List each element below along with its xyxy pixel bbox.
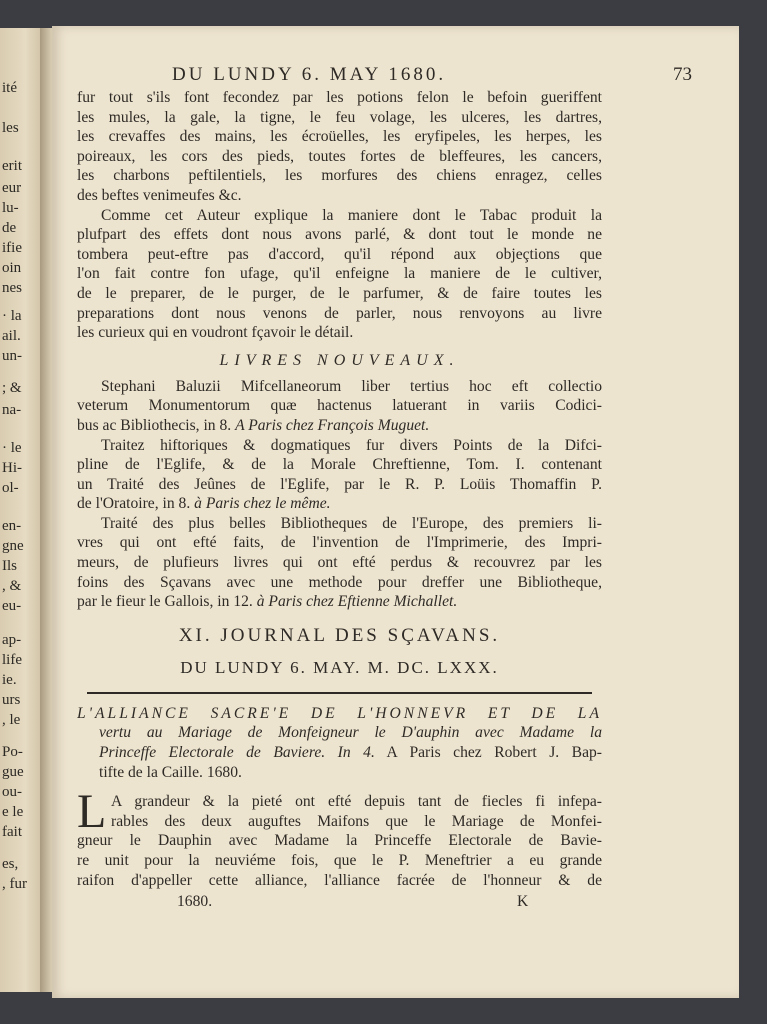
facing-page-text-fragment: ; & <box>2 380 22 396</box>
text-line <box>77 743 602 763</box>
text-line: L'ALLIANCE SACRE'E DE L'HONNEVR ET DE LA <box>77 704 602 722</box>
tobacco-paragraph-continued <box>77 88 602 206</box>
text-line: tifte de la Caille. 1680. <box>99 763 242 781</box>
text-line: veterum Monumentorum quæ hactenus latuerant in variis Codici- <box>77 397 602 415</box>
text-line: Comme cet Auteur explique la maniere dont le Tabac produit la <box>101 206 602 224</box>
text-line: les crevaffes des mains, les écroüelles, les eryfipeles, les herpes, les <box>77 128 602 146</box>
text-line: fur tout s'ils font fecondez par les potions felon le befoin gueriffent <box>77 89 602 106</box>
book-entry-baluze <box>77 377 602 436</box>
text-line: vres qui ont efté faits, de l'invention de l'Imprimerie, des Impri- <box>77 534 602 552</box>
text-line: meurs, de plufieurs livres qui ont efté perdus & recouvrez par les <box>77 554 602 572</box>
text-line: les mules, la gale, la tigne, le feu volage, les ulceres, les dartres, <box>77 108 602 126</box>
facing-page-text-fragment: , & <box>2 578 22 594</box>
book-page <box>52 26 739 998</box>
text-line <box>77 494 602 514</box>
header-title: DU LUNDY 6. MAY 1680. <box>172 64 447 85</box>
facing-page-text-fragment: ie. <box>2 672 17 688</box>
facing-page-text-fragment: gue <box>2 764 24 780</box>
book-title-part: Princeffe Electorale de Baviere. In 4. <box>99 744 375 762</box>
text-line: un Traité des Jeûnes de l'Eglife, par le R. P. Loüis Thomaffin P. <box>77 475 602 493</box>
facing-page-text-fragment: eu- <box>2 598 22 614</box>
facing-page-text-fragment: ail. <box>2 328 21 344</box>
facing-page-text-fragment: ité <box>2 80 17 96</box>
page-body <box>77 88 602 912</box>
journal-issue-date: DU LUNDY 6. MAY. M. DC. LXXX. <box>180 657 499 677</box>
alliance-book-heading <box>77 704 602 782</box>
book-format: par le fieur le Gallois, in 12. <box>77 593 253 611</box>
alliance-review-paragraph <box>77 785 602 890</box>
text-line: vertu au Mariage de Monfeigneur le D'auphin avec Madame la <box>99 724 602 742</box>
facing-page-text-fragment: lu- <box>2 200 19 216</box>
facing-page-text-fragment: ol- <box>2 480 19 496</box>
facing-page-text-fragment: ou- <box>2 784 22 800</box>
running-header <box>172 64 692 86</box>
publisher: A Paris chez Robert J. Bap- <box>386 744 602 762</box>
facing-page-text-fragment: Ils <box>2 558 17 574</box>
facing-page-text-fragment: de <box>2 220 17 236</box>
facing-page-text-fragment: eur <box>2 180 22 196</box>
section-title-new-books: LIVRES NOUVEAUX. <box>219 351 460 369</box>
text-line: A grandeur & la pieté ont efté depuis tant de fiecles fi infepa- <box>111 793 602 811</box>
text-line: re unit pour la neuviéme fois, que le P. Meneftrier a eu grande <box>77 852 602 869</box>
facing-page-text-fragment: fait <box>2 824 22 840</box>
divider-rule <box>87 692 592 694</box>
text-line: foins des Sçavans avec une methode pour dreffer une Bibliotheque, <box>77 573 602 591</box>
facing-page-text-fragment: ap- <box>2 632 22 648</box>
drop-cap: L <box>77 785 107 839</box>
facing-page-text-fragment: , fur <box>2 876 27 892</box>
journal-issue-title: XI. JOURNAL DES SÇAVANS. <box>178 624 501 646</box>
page-number: 73 <box>673 64 692 85</box>
signature-mark: K <box>517 893 529 911</box>
facing-page-text-fragment: · la <box>2 308 22 324</box>
text-line: des beftes venimeufes &c. <box>77 186 242 204</box>
text-line: l'on fait contre fon ufage, qu'il enfeigne la maniere de le cultiver, <box>77 265 602 283</box>
facing-page-text-fragment: oin <box>2 260 22 276</box>
facing-page-text-fragment: Hi- <box>2 460 22 476</box>
facing-page-text-fragment: life <box>2 652 22 668</box>
text-line: de le preparer, de le purger, de le parfumer, & de faire toutes les <box>77 284 602 302</box>
facing-page-text-fragment: un- <box>2 348 22 364</box>
facing-page-text-fragment: ifie <box>2 240 22 256</box>
facing-page-text-fragment: les <box>2 120 19 136</box>
text-line: Traité des plus belles Bibliotheques de l'Europe, des premiers li- <box>101 514 602 532</box>
facing-page-text-fragment: en- <box>2 518 22 534</box>
text-line: preparations dont nous venons de parler, nous renvoyons au livre <box>77 304 602 322</box>
facing-page-text-fragment: , le <box>2 712 21 728</box>
facing-page-text-fragment: na- <box>2 402 22 418</box>
book-format: de l'Oratoire, in 8. <box>77 495 191 513</box>
text-line: Traitez hiftoriques & dogmatiques fur divers Points de la Difci- <box>101 436 602 454</box>
facing-page-text-fragment: erit <box>2 158 22 174</box>
text-line: gneur le Dauphin avec Madame la Princeffe Electorale de Bavie- <box>77 832 602 850</box>
facing-page-text-fragment: Po- <box>2 744 23 760</box>
page-footer <box>77 892 602 912</box>
text-line <box>77 416 602 436</box>
facing-page-text-fragment: · le <box>2 440 22 456</box>
text-line: pline de l'Eglife, & de la Morale Chreftienne, Tom. I. contenant <box>77 456 602 474</box>
publisher: à Paris chez le même. <box>194 495 331 513</box>
text-line: poireaux, les cors des pieds, toutes fortes de bleffeures, les cancers, <box>77 147 602 165</box>
text-line: rables des deux auguftes Maifons que le Mariage de Monfei- <box>111 812 602 830</box>
facing-page-text-fragment: urs <box>2 692 21 708</box>
book-entry-gallois <box>77 514 602 612</box>
text-line: raifon d'appeller cette alliance, l'alliance facrée de l'honneur & de <box>77 871 602 889</box>
publisher: A Paris chez François Muguet. <box>235 416 430 434</box>
text-line: tombera peut-eftre pas d'accord, qu'il répond aux objeçtions que <box>77 245 602 263</box>
text-line: les charbons peftilentiels, les morfures des chiens enragez, celles <box>77 167 602 185</box>
book-format: bus ac Bibliothecis, in 8. <box>77 416 232 434</box>
text-line <box>77 592 602 612</box>
text-line: plufpart des effets dont nous avons parlé, & dont tout le monde ne <box>77 226 602 244</box>
facing-page-text-fragment: e le <box>2 804 24 820</box>
facing-page-text-fragment: es, <box>2 856 19 872</box>
facing-page-text-fragment: gne <box>2 538 24 554</box>
tobacco-summary-paragraph <box>77 206 602 343</box>
catchword-year: 1680. <box>177 893 213 911</box>
text-line: les curieux qui en voudront fçavoir le détail. <box>77 324 354 342</box>
text-line: Stephani Baluzii Mifcellaneorum liber tertius hoc eft collectio <box>101 377 602 395</box>
facing-page-text-fragment: nes <box>2 280 22 296</box>
publisher: à Paris chez Eftienne Michallet. <box>256 593 458 611</box>
book-entry-thomassin <box>77 436 602 514</box>
